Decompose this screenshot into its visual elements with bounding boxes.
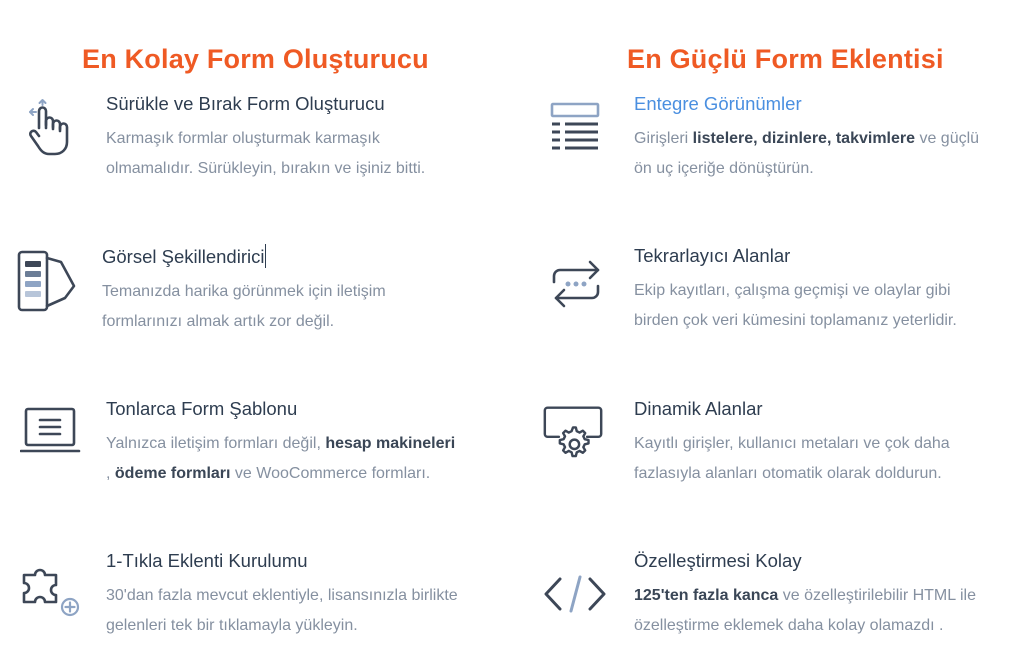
feature-easy-customization — [544, 549, 1018, 649]
feature-description: Temanızda harika görünmek için iletişim formlarınızı almak artık zor değil. — [102, 283, 386, 330]
puzzle-add-icon — [20, 555, 82, 617]
code-brackets-icon — [544, 563, 606, 625]
feature-description: 30'dan fazla mevcut eklentiyle, lisansınızla birlikte gelenleri tek bir tıklamayla yükleyin. — [106, 587, 458, 634]
style-palette-icon — [16, 250, 78, 312]
feature-addon-install — [20, 549, 480, 649]
drag-hand-icon — [22, 98, 84, 160]
dynamic-gear-icon — [542, 403, 604, 465]
feature-description: 125'ten fazla kanca ve özelleştirilebilir HTML ile özelleştirme eklemek daha kolay olamazdı . — [634, 587, 977, 634]
feature-description: Kayıtlı girişler, kullanıcı metaları ve çok daha fazlasıyla alanları otomatik olarak doldurun. — [634, 435, 950, 482]
feature-visual-styler — [16, 244, 476, 344]
feature-repeater-fields — [548, 244, 1018, 344]
feature-title: Görsel Şekillendirici — [102, 246, 265, 267]
feature-description: Yalnızca iletişim formları değil, hesap makineleri , ödeme formları ve WooCommerce formları. — [106, 435, 456, 482]
feature-title: Sürükle ve Bırak Form Oluşturucu — [106, 93, 385, 114]
feature-description: Karmaşık formlar oluşturmak karmaşık olmamalıdır. Sürükleyin, bırakın ve işiniz bitti. — [106, 130, 426, 177]
feature-drag-drop — [20, 92, 480, 192]
feature-description: Girişleri listelere, dizinlere, takvimlere ve güçlü ön uç içeriğe dönüştürün. — [634, 130, 980, 177]
feature-title: Dinamik Alanlar — [634, 398, 763, 419]
feature-integrated-views — [548, 92, 1018, 192]
feature-form-templates — [20, 397, 480, 497]
feature-description: Ekip kayıtları, çalışma geçmişi ve olaylar gibi birden çok veri kümesini toplamanız yeterlidir. — [634, 282, 957, 329]
table-view-icon — [548, 100, 610, 162]
feature-title-link[interactable]: Entegre Görünümler — [634, 93, 802, 114]
laptop-form-icon — [20, 405, 82, 467]
left-column-title: En Kolay Form Oluşturucu — [82, 44, 429, 75]
right-column-title: En Güçlü Form Eklentisi — [627, 44, 944, 75]
repeat-arrows-icon — [548, 254, 610, 316]
feature-dynamic-fields — [542, 397, 1018, 497]
feature-title: Tonlarca Form Şablonu — [106, 398, 298, 419]
feature-title: Tekrarlayıcı Alanlar — [634, 245, 791, 266]
feature-title: 1-Tıkla Eklenti Kurulumu — [106, 550, 308, 571]
text-cursor — [265, 244, 266, 268]
feature-title: Özelleştirmesi Kolay — [634, 550, 802, 571]
